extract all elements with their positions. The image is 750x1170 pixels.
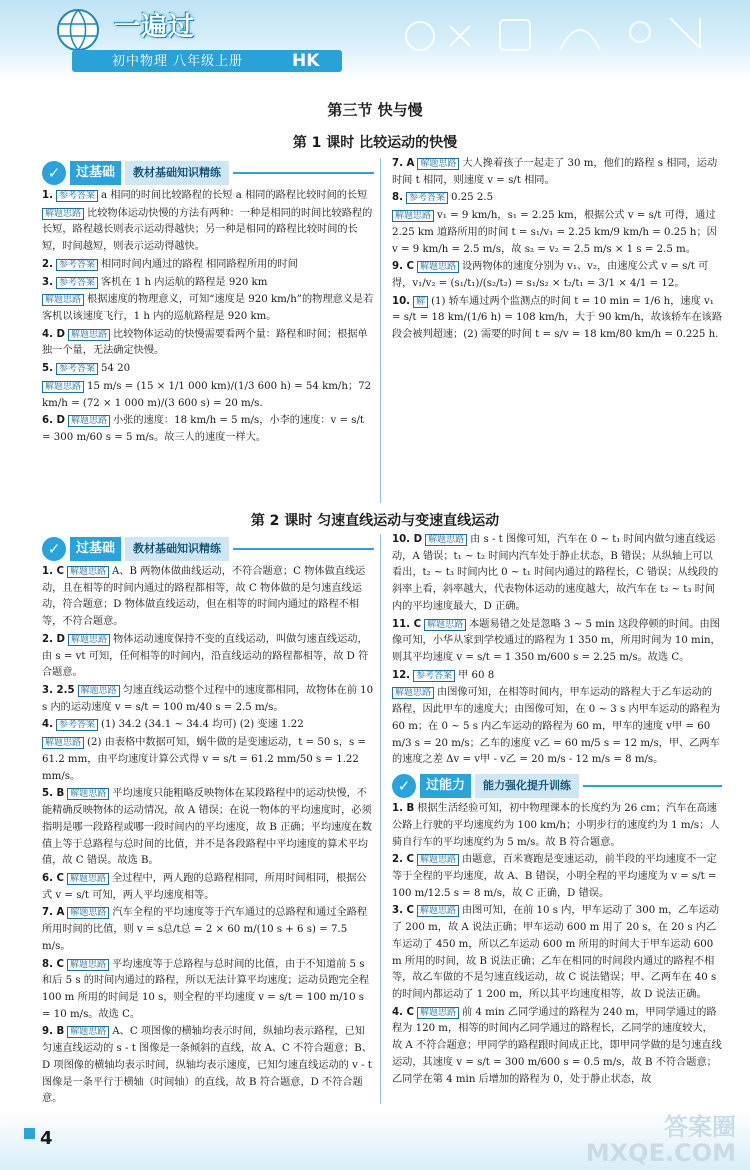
answer-item <box>392 852 722 902</box>
answer-text: 甲 60 8 <box>458 669 495 681</box>
answer-label: 解题思路 <box>424 619 466 631</box>
answer-text: a 相同的时间比较路程的长短 a 相同的路程比较时间的长短 <box>100 190 368 201</box>
answer-label: 解题思路 <box>68 329 110 341</box>
answer-text: 本题易错之处是忽略 3 ~ 5 min 这段停顿的时间。由图像可知，小华从家到学校通过的路程为 1 350 m，所用时间为 10 min，则其平均速度 v = s/t = 1 350 m/600 s = 2.25 m/s。故选 C。 <box>392 618 721 664</box>
check-icon: ✓ <box>392 774 416 798</box>
answer-text: (2) 由表格中数据可知，蜗牛做的是变速运动，t = 50 s，s = 61.2 mm，由平均速度计算公式得 v = s/t = 61.2 mm/50 s = 1.22 mm/s。 <box>42 737 366 782</box>
item-number: 11. C <box>392 618 422 630</box>
answer-label: 解题思路 <box>42 208 84 220</box>
answer-item <box>42 413 374 446</box>
lesson1-right-column <box>392 156 722 345</box>
answer-text: 大人搀着孩子一起走了 30 m，他们的路程 s 相同，运动时间 t 相同，则速度 v = s/t 相同。 <box>392 158 718 186</box>
answer-item <box>392 903 722 1003</box>
answer-item <box>42 327 374 360</box>
answer-item <box>392 190 722 207</box>
item-number: 3. <box>42 276 53 288</box>
item-number: 5. <box>42 363 53 375</box>
answer-item <box>42 1024 374 1108</box>
answer-item <box>392 156 722 189</box>
answer-label: 解题思路 <box>417 1007 459 1019</box>
answer-label: 解题思路 <box>78 685 120 697</box>
check-icon: ✓ <box>42 537 66 561</box>
item-number: 9. B <box>42 1026 65 1038</box>
box-title: 能力强化提升训练 <box>475 774 579 798</box>
answer-text: 比较物体运动的快慢需要看两个量：路程和时间；根据单独一个量，无法确定快慢。 <box>42 328 368 357</box>
page-number: 4 <box>40 1128 53 1149</box>
answer-text: 平均速度只能粗略反映物体在某段路程中的运动快慢，不能精确反映物体的运动情况，故 A 错误；在说一物体的平均速度时，必须指明是哪一段路程或哪一段时间内的平均速度，故 B 正确；平均速度在数值上等于总路程与总时间的比值，并不是各段路程中平均速度的算术平均值，故 C 错误。故选 B。 <box>42 788 372 867</box>
answer-label: 参考答案 <box>56 259 98 271</box>
book-subtitle: 初中物理 八年级上册 <box>112 54 244 69</box>
answer-text: 客机在 1 h 内运航的路程是 920 km <box>100 276 268 288</box>
answer-text: 比较物体运动快慢的方法有两种：一种是相同的时间比较路程的长短，路程越长则表示运动得越快；另一种是相同的路程比较时间的长短，时间越短，则表示运动得越快。 <box>42 207 373 253</box>
answer-label: 解题思路 <box>67 566 109 578</box>
watermark: 答案圈 MXQE.COM <box>585 1113 736 1168</box>
answer-label: 解题思路 <box>417 854 459 866</box>
answer-item <box>42 735 374 785</box>
answer-text: 由题意，百米赛跑是变速运动，前半段的平均速度不一定等于全程的平均速度，故 A、B 错误，小明全程的平均速度为 v = s/t = 100 m/12.5 s = 8 m/s，故 C 正确，D 错误。 <box>392 854 717 899</box>
answer-item <box>42 188 374 205</box>
doodle-decoration-icon <box>380 6 740 70</box>
answer-label: 解题思路 <box>68 415 110 427</box>
answer-label: 解题思路 <box>42 737 84 749</box>
item-number: 8. <box>392 192 403 204</box>
answer-text: 前 4 min 乙同学通过的路程为 240 m，甲同学通过的路程为 120 m，相等的时间内乙同学通过的路程长，乙同学的速度较大，故 A 不符合题意；甲同学的路程跟时间成正比，即甲同学做的是匀速直线运动，其速度 v = s/t = 300 m/600 s = 0.5 m/s，故 B 不符合题意；乙同学在第 4 min 后增加的路程为 0，处于静止状态，故 <box>392 1006 722 1085</box>
column-divider <box>380 158 381 503</box>
edition-badge: HK <box>292 51 320 71</box>
answer-text: 全过程中，两人跑的总路程相同，所用时间相同，根据公式 v = s/t 可知，两人平均速度相等。 <box>42 872 367 901</box>
item-number: 6. D <box>42 415 65 427</box>
answer-label: 解题思路 <box>392 687 434 699</box>
item-number: 9. C <box>392 261 414 273</box>
answer-item <box>42 905 374 955</box>
lesson2-title: 第 2 课时 匀速直线运动与变速直线运动 <box>250 513 500 529</box>
answer-item <box>42 361 374 378</box>
answer-label: 解题思路 <box>42 381 84 393</box>
answer-item <box>42 871 374 904</box>
answer-item <box>392 685 722 769</box>
answer-text: 根据生活经验可知，初中物理课本的长度约为 26 cm；汽车在高速公路上行驶的平均速度约为 100 km/h；小明步行的速度约为 1 m/s；人骑自行车的平均速度约为 5 m/s。故 B 符合题意。 <box>392 803 720 848</box>
answer-text: 0.25 2.5 <box>450 192 494 204</box>
answer-label: 解题思路 <box>67 873 109 885</box>
item-number: 10. D <box>392 534 423 545</box>
answer-item <box>42 292 374 325</box>
lesson1-left-items <box>42 188 374 447</box>
answer-text: (1) 34.2 (34.1 ~ 34.4 均可) (2) 变速 1.22 <box>100 719 304 731</box>
answer-text: 根据速度的物理意义，可知“速度是 920 km/h”的物理意义是若客机以该速度飞行，1 h 内的巡航路程是 920 km。 <box>42 294 374 323</box>
ability-box-header <box>392 773 722 799</box>
answer-item <box>42 786 374 870</box>
answer-text: A、C 项图像的横轴均表示时间，纵轴均表示路程，已知匀速直线运动的 s - t 图像是一条倾斜的直线，故 A、C 不符合题意；B、D 项图像的横轴均表示时间，纵轴均表示速度，已知匀速直线运动的 v - t 图像是一条平行于横轴（时间轴）的直线，故 B 符合题意，D 不符合题意。 <box>42 1026 372 1105</box>
page-marker <box>24 1128 35 1139</box>
box-tag: 过基础 <box>70 161 121 184</box>
answer-text: (1) 轿车通过两个监测点的时间 t = 10 min = 1/6 h，速度 v₁ = s/t = 18 km/(1/6 h) = 108 km/h，大于 90 km/h，故该轿车在该路段会被判超速；(2) 需要的时间 t = s/v = 18 km/80 km/h = 0.225 h. <box>392 295 723 341</box>
answer-text: v₁ = 9 km/h，s₁ = 2.25 km，根据公式 v = s/t 可得，通过 2.25 km 道路所用的时间 t = s₁/v₁ = 2.25 km/9 km/h = 0.25 h；因 v = 9 km/h = 2.5 m/s，故 s₂ = v₂ = 2.5 m/s × 1 s = 2.5 m。 <box>392 210 717 255</box>
item-number: 4. C <box>392 1006 414 1018</box>
box-title: 教材基础知识精练 <box>125 537 229 561</box>
lesson1-left-column <box>42 160 374 448</box>
answer-item <box>42 717 374 734</box>
item-number: 4. <box>42 719 53 731</box>
answer-label: 解题思路 <box>392 210 434 222</box>
answer-item <box>42 957 374 1024</box>
answer-label: 参考答案 <box>56 719 98 731</box>
answer-item <box>392 532 722 616</box>
brand-name: 一遍过 <box>114 12 196 42</box>
answer-label: 解题思路 <box>67 788 109 800</box>
answer-label: 解题思路 <box>67 959 109 971</box>
item-number: 1. C <box>42 566 64 577</box>
lesson1-title: 第 1 课时 比较运动的快慢 <box>292 135 458 151</box>
answer-label: 参考答案 <box>56 190 98 202</box>
answer-text: 物体运动速度保持不变的直线运动，叫做匀速直线运动，由 s = vt 可知，任何相等的时间内，沿直线运动的路程都相等，故 D 符合题意。 <box>42 633 369 679</box>
answer-text: 匀速直线运动整个过程中的速度都相同，故物体在前 10 s 内的运动速度 v = s/t = 100 m/40 s = 2.5 m/s。 <box>42 685 374 713</box>
answer-item <box>42 683 374 716</box>
column-divider <box>380 534 381 1104</box>
answer-item <box>392 294 722 344</box>
lesson2-left-items <box>42 564 374 1108</box>
answer-label: 参考答案 <box>413 670 455 682</box>
item-number: 2. D <box>42 633 65 645</box>
answer-label: 参考答案 <box>56 277 98 289</box>
item-number: 4. D <box>42 328 65 340</box>
lesson1-right-items <box>392 156 722 344</box>
answer-text: 相同时间内通过的路程 相同路程所用的时间 <box>100 258 298 270</box>
lesson2-right-items <box>392 532 722 769</box>
answer-label: 解 <box>413 296 428 308</box>
answer-label: 解题思路 <box>67 907 109 919</box>
item-number: 1. <box>42 190 53 201</box>
answer-text: 由 s - t 图像可知，汽车在 0 ~ t₁ 时间内做匀速直线运动，A 错误；t₁ ~ t₂ 时间内汽车处于静止状态，B 错误；从纵轴上可以看出，t₂ ~ t₃ 时间内比 0 ~ t₁ 时间内通过的路程长，C 错误；从线段的斜率上看，斜率越大，代表物体运动的速度越大，故汽车在 t₂ ~ t₃ 时间内的平均速度最大，D 正确。 <box>392 534 719 612</box>
answer-text: 15 m/s = (15 × 1/1 000 km)/(1/3 600 h) = 54 km/h；72 km/h = (72 × 1 000 m)/(3 600 s) = 20 m/s. <box>42 380 372 409</box>
item-number: 8. C <box>42 958 64 970</box>
answer-item <box>42 632 374 682</box>
item-number: 3. 2.5 <box>42 685 75 697</box>
item-number: 3. C <box>392 905 414 917</box>
answer-item <box>392 668 722 685</box>
box-title: 教材基础知识精练 <box>125 161 229 185</box>
answer-label: 解题思路 <box>67 1026 109 1038</box>
section-title: 第三节 快与慢 <box>327 101 423 119</box>
answer-label: 参考答案 <box>406 192 448 204</box>
answer-item <box>392 801 722 851</box>
item-number: 2. C <box>392 854 414 866</box>
item-number: 1. B <box>392 803 415 815</box>
lesson2-left-column <box>42 536 374 1109</box>
answer-text: 小张的速度：18 km/h = 5 m/s，小李的速度：v = s/t = 300 m/60 s = 5 m/s。故三人的速度一样大。 <box>42 415 365 444</box>
answer-label: 解题思路 <box>425 534 467 546</box>
answer-text: 汽车全程的平均速度等于汽车通过的总路程和通过全路程所用时间的比值，则 v = s总/t总 = 2 × 60 m/(10 s + 6 s) = 7.5 m/s。 <box>42 907 368 952</box>
answer-item <box>392 208 722 258</box>
item-number: 7. A <box>392 158 415 169</box>
answer-item <box>392 617 722 667</box>
item-number: 7. A <box>42 907 65 919</box>
answer-label: 解题思路 <box>417 905 459 917</box>
answer-item <box>392 1005 722 1089</box>
item-number: 5. B <box>42 788 65 800</box>
lesson1-box-header <box>42 160 374 186</box>
answer-label: 解题思路 <box>417 158 459 170</box>
answer-item <box>42 379 374 412</box>
answer-item <box>42 257 374 274</box>
answer-text: 由图像可知，在相等时间内，甲车运动的路程大于乙车运动的路程，因此甲车的速度大；由图像可知，在 0 ~ 3 s 内甲车运动的路程为 60 m；在 0 ~ 5 s 内乙车运动的路程为 60 m，甲车的速度 v甲 = 60 m/3 s = 20 m/s；乙车的速度 v乙 = 60 m/5 s = 12 m/s，甲、乙两车的速度之差 Δv = v甲 - v乙 = 20 m/s - 12 m/s = 8 m/s。 <box>392 687 721 766</box>
item-number: 12. <box>392 669 411 681</box>
check-icon: ✓ <box>42 161 66 185</box>
answer-item <box>42 564 374 631</box>
answer-label: 解题思路 <box>42 294 84 306</box>
answer-text: 54 20 <box>100 363 131 375</box>
box-tag: 过基础 <box>70 537 121 560</box>
answer-text: 平均速度等于总路程与总时间的比值，由于不知道前 5 s 和后 5 s 的时间内通过的路程，所以无法计算平均速度；运动员跑完全程 100 m 所用的时间是 10 s，则全程的平均速度 v = s/t = 100 m/10 s = 10 m/s。故选 C。 <box>42 958 370 1020</box>
answer-label: 参考答案 <box>56 363 98 375</box>
answer-item <box>42 206 374 256</box>
box-tag: 过能力 <box>420 774 471 797</box>
item-number: 2. <box>42 258 53 270</box>
item-number: 10. <box>392 295 411 307</box>
header-banner <box>0 0 750 80</box>
answer-item <box>42 275 374 292</box>
lesson2-box-header <box>42 536 374 562</box>
answer-text: 设两物体的速度分别为 v₁、v₂，由速度公式 v = s/t 可得，v₁/v₂ = (s₁/t₁)/(s₂/t₂) = s₁/s₂ × t₂/t₁ = 3/1 × 4/1 = 12。 <box>392 261 709 290</box>
logo <box>52 6 342 70</box>
answer-text: A、B 两物体做曲线运动，不符合题意；C 物体做直线运动，且在相等的时间内通过的路程都相等，故 C 物体做的是匀速直线运动，符合题意；D 物体做直线运动，但在相等的时间内通过的路程不相等，不符合题意。 <box>42 566 366 628</box>
answer-label: 解题思路 <box>417 261 459 273</box>
lesson2-right-column <box>392 532 722 1089</box>
answer-label: 解题思路 <box>68 634 110 646</box>
answer-text: 由图可知，在前 10 s 内，甲车运动了 300 m，乙车运动了 200 m，故 A 说法正确；甲车运动 600 m 用了 20 s，在 20 s 内乙车运动了 450 m，所以乙车运动 600 m 所用的时间大于甲车运动 600 m 所用的时间，故 B 说法正确；乙车在相同的时间段内通过的路程不相等，故乙车做的不是匀速直线运动，故 C 说法错误；甲、乙两车在 40 s 的时间内都运动了 1 200 m，所以其平均速度相等，故 D 说法正确。 <box>392 905 720 1000</box>
ability-items <box>392 801 722 1088</box>
item-number: 6. C <box>42 872 64 884</box>
answer-item <box>392 259 722 292</box>
